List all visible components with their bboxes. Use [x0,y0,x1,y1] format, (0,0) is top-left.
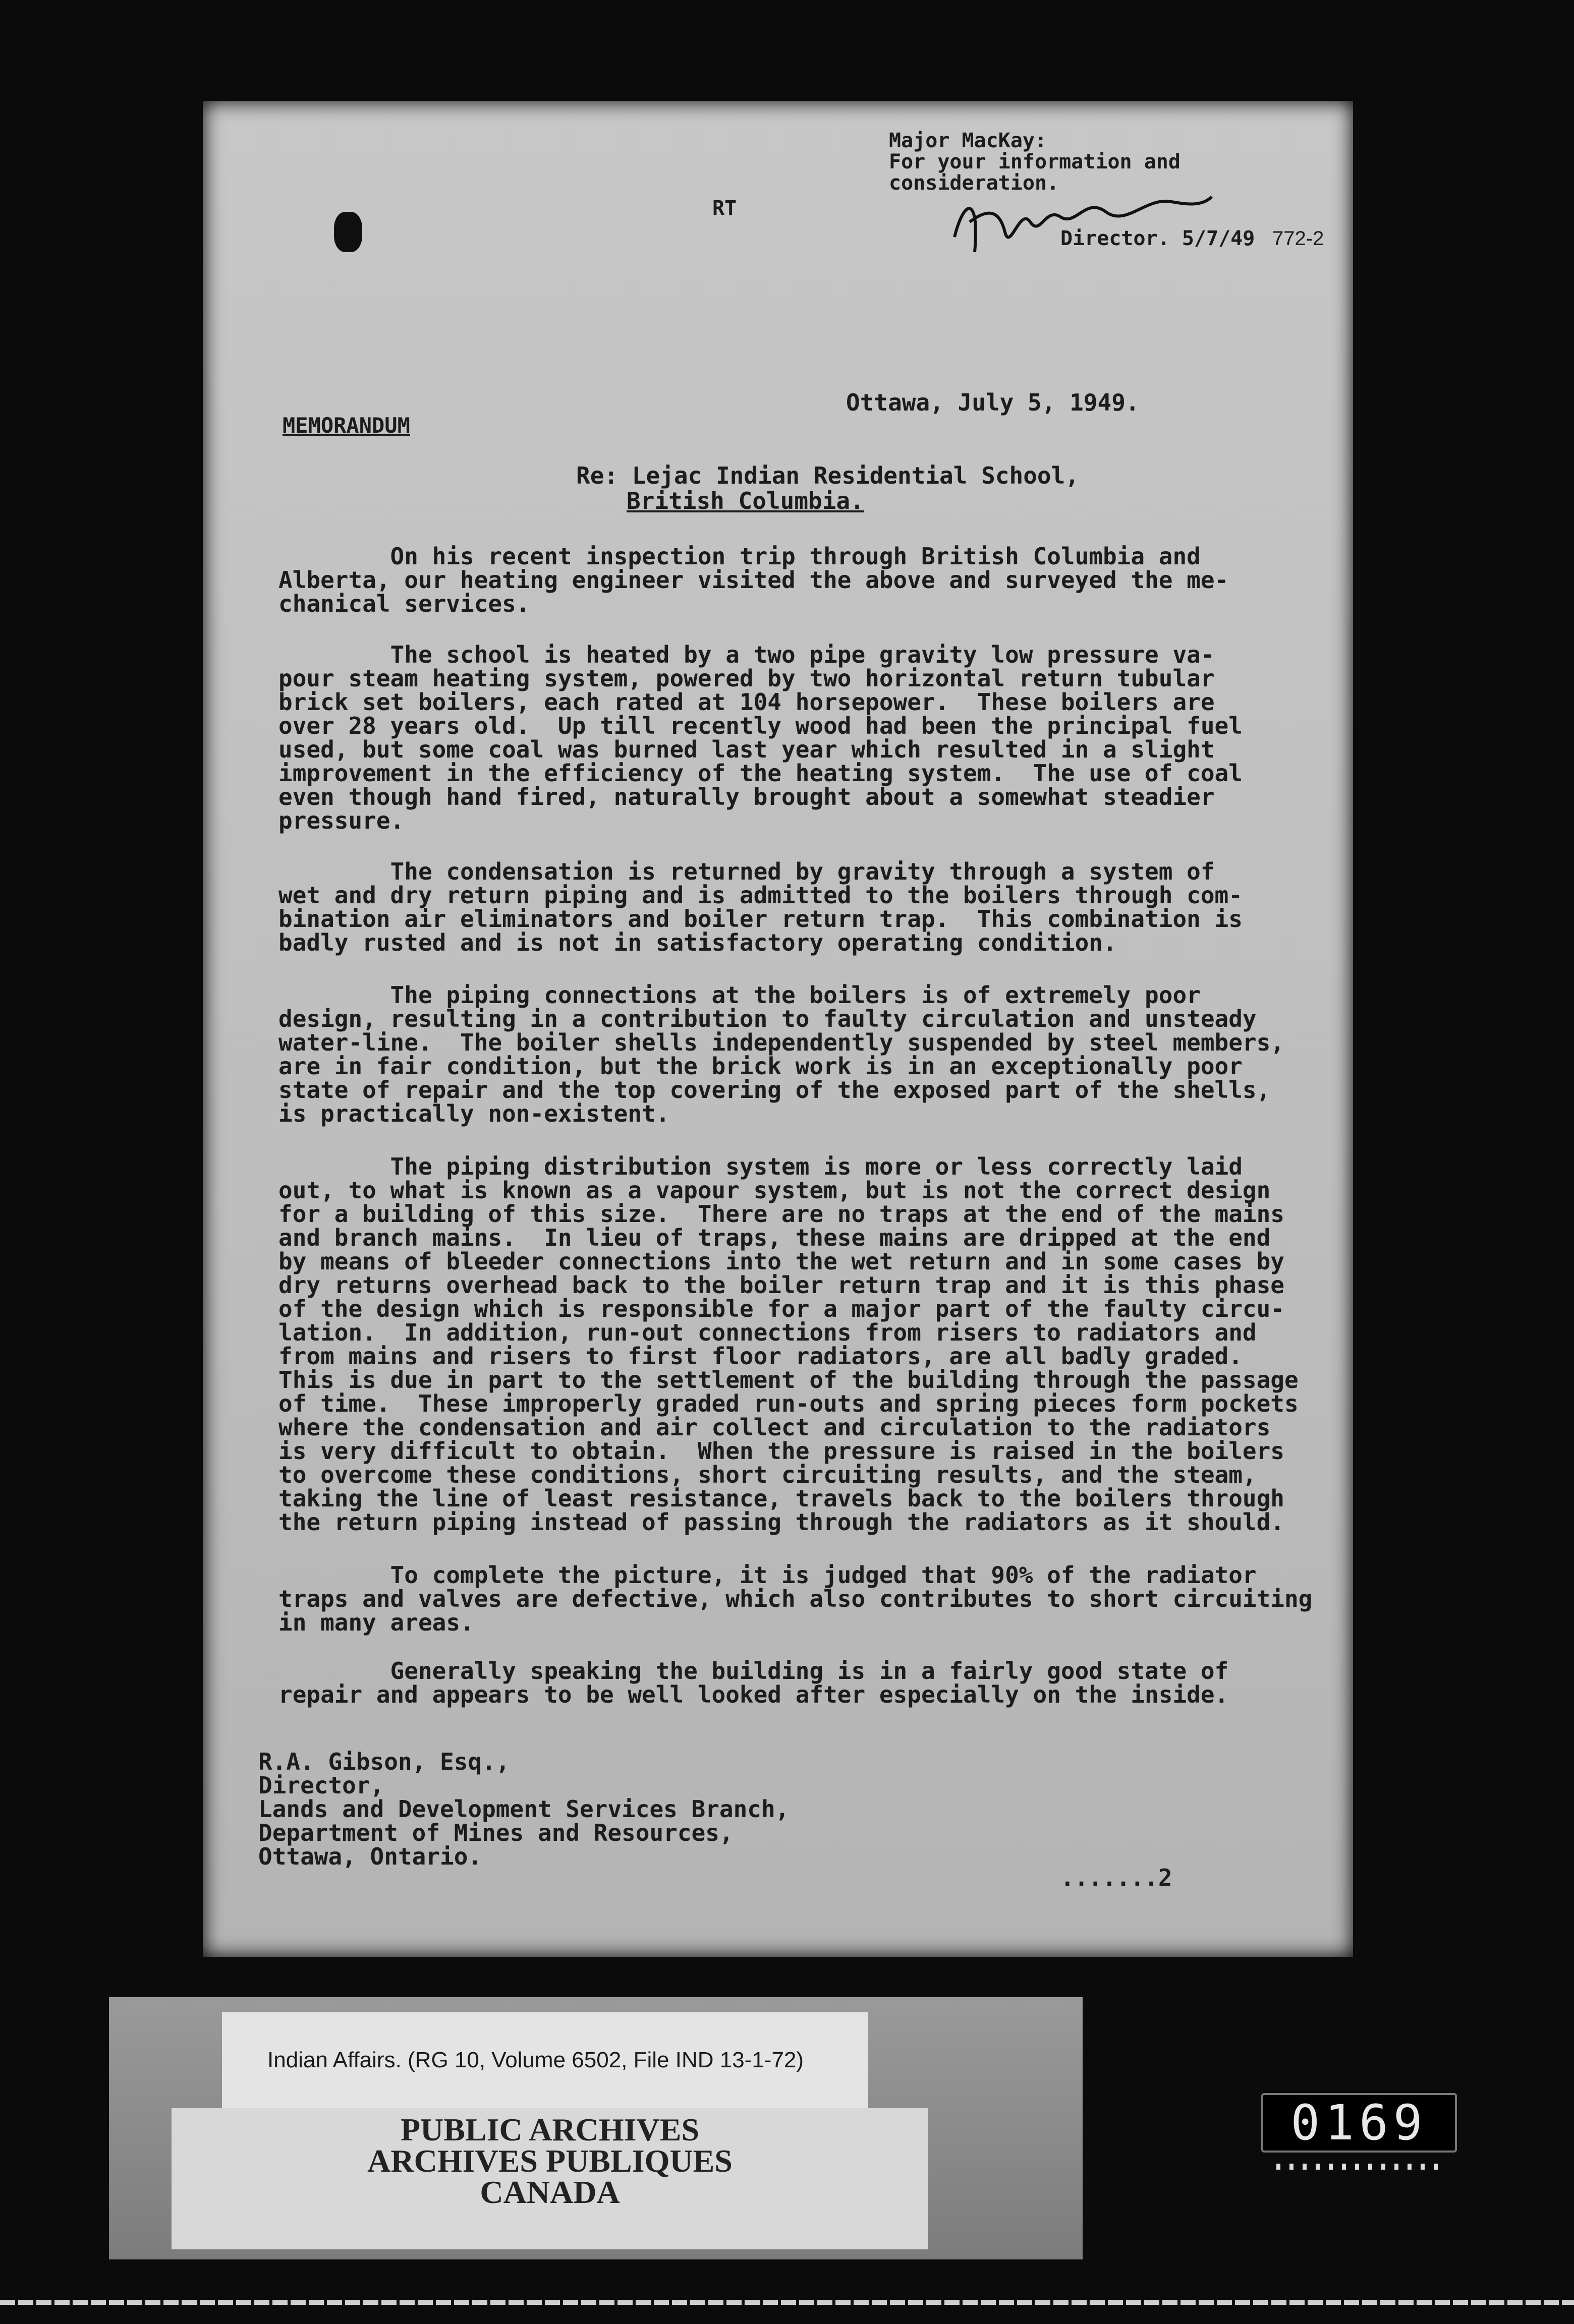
handwritten-signature [934,177,1217,272]
archive-citation: Indian Affairs. (RG 10, Volume 6502, File IND 13-1-72) [267,2048,804,2072]
memo-heading: MEMORANDUM [283,413,410,438]
frame-ticks [1276,2164,1443,2170]
continuation-mark: .......2 [1060,1864,1172,1891]
routing-file-ref: 772-2 [1272,227,1324,250]
paragraph-building-state: Generally speaking the building is in a fairly good state of repair and appears to be well looked after especially on the inside. [278,1657,1229,1708]
frame-number: 0169 [1261,2093,1457,2153]
routing-director-ref: Director. 5/7/49 [1060,227,1255,250]
memo-re-line1: Re: Lejac Indian Residential School, [576,462,1079,489]
addressee-block: R.A. Gibson, Esq., Director, Lands and Development Services Branch, Department of Mines and Resources, Ottawa, Ontario. [258,1748,790,1870]
archive-stamp [172,2108,928,2249]
routing-note-line1: For your information and [889,150,1180,173]
ink-smudge [334,212,362,252]
paragraph-inspection: On his recent inspection trip through British Columbia and Alberta, our heating engineer visited the above and surveyed the me- chanical services. [278,543,1229,617]
paragraph-condensation: The condensation is returned by gravity through a system of wet and dry return piping and is admitted to the boilers through com- bination air eliminators and boiler return trap. This combination is badly rusted and is not in satisfactory operating condition. [278,858,1243,956]
stamp-line-3: CANADA [480,2174,620,2210]
memo-place-date: Ottawa, July 5, 1949. [846,389,1140,416]
stamp-line-1: PUBLIC ARCHIVES [400,2112,700,2147]
memo-page [203,101,1353,1957]
routing-note-line2: consideration. [889,171,1059,195]
paragraph-distribution: The piping distribution system is more or less correctly laid out, to what is known as a vapour system, but is not the correct design for a building of this size. There are no traps at the end of the mains and branch mains. In lieu of traps, these mains are dripped at the end by means of bleeder connections into the wet return and in some cases by dry returns overhead back to the boiler return trap and it is this phase of the design which is responsible for a major part of the faulty circu- lation. In addition, run-out connections from risers to radiators and from mains and risers to first floor radiators, are all badly graded. This is due in part to the settlement of the building through the passage of time. These improperly graded run-outs and spring pieces form pockets where the condensation and air collect and circulation to the radiators is very difficult to obtain. When the pressure is raised in the boilers to overcome these conditions, short circuiting results, and the steam, taking the line of least resistance, travels back to the boilers through the return piping instead of passing through the radiators as it should. [278,1153,1299,1536]
routing-to: Major MacKay: [889,129,1047,152]
paragraph-radiator-traps: To complete the picture, it is judged that 90% of the radiator traps and valves are defective, which also contributes to short circuiting in many areas. [278,1561,1313,1636]
film-edge [0,2300,1574,2305]
paragraph-heating-system: The school is heated by a two pipe gravity low pressure va- pour steam heating system, powered by two horizontal return tubular brick set boilers, each rated at 104 horsepower. These boilers are over 28 years old. Up till recently wood had been the principal fuel used, but some coal was burned last year which resulted in a slight improvement in the efficiency of the heating system. The use of coal even though hand fired, naturally brought about a somewhat steadier pressure. [278,641,1243,834]
archive-citation-card [222,2012,868,2113]
routing-initials: RT [712,197,737,220]
stamp-line-2: ARCHIVES PUBLIQUES [367,2143,733,2179]
memo-re-line2: British Columbia. [627,487,864,514]
paragraph-piping-connections: The piping connections at the boilers is of extremely poor design, resulting in a contribution to faulty circulation and unsteady water-line. The boiler shells independently suspended by steel members, are in fair condition, but the brick work is in an exceptionally poor state of repair and the top covering of the exposed part of the shells, is practically non-existent. [278,981,1284,1127]
